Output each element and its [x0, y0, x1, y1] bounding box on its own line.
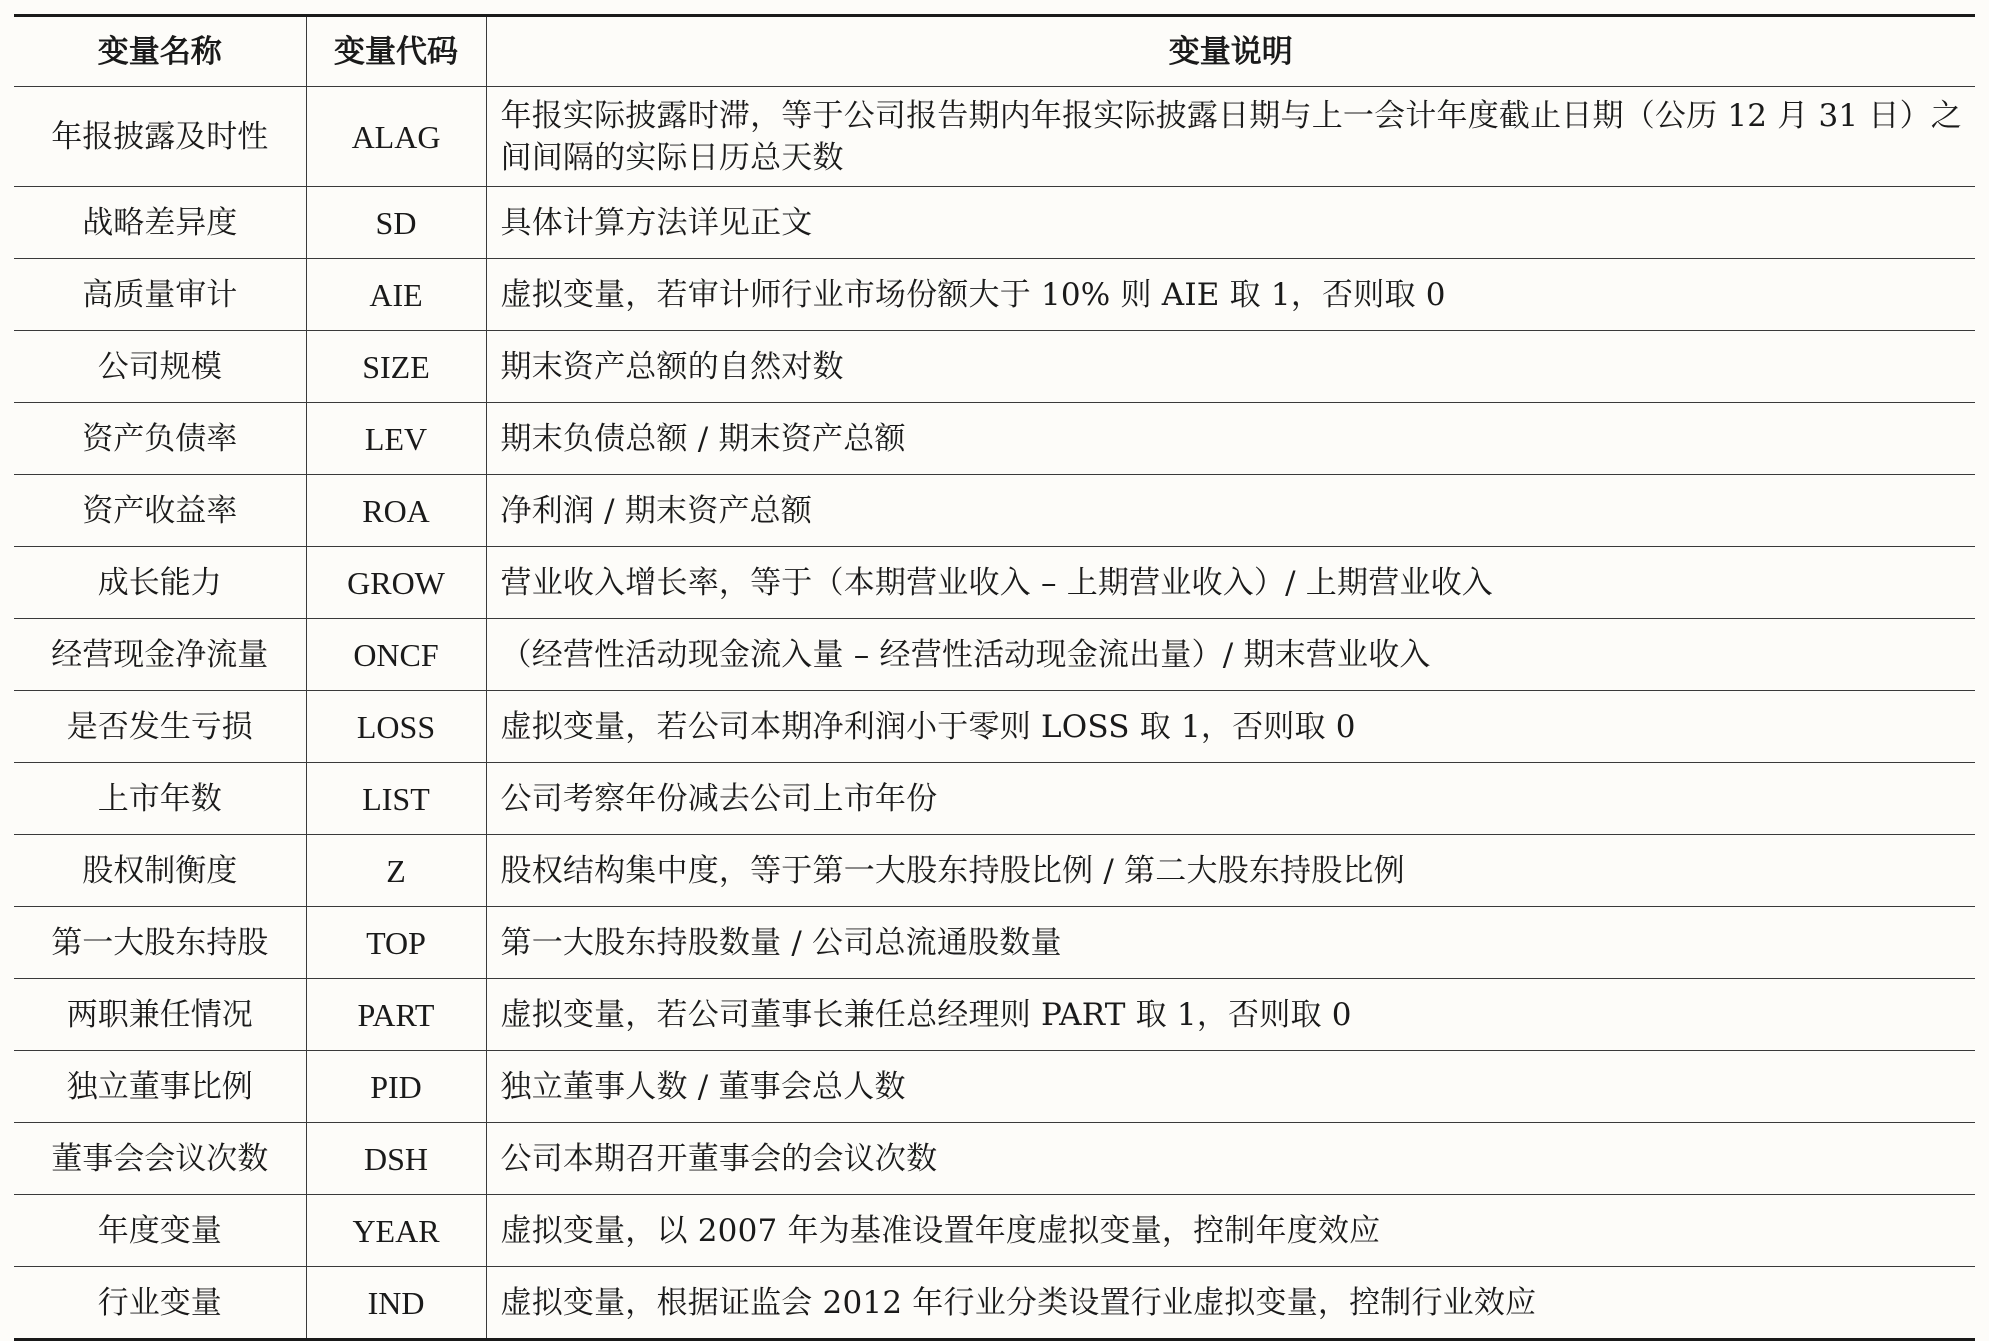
variable-code-cell: YEAR	[306, 1195, 486, 1267]
variable-name-cell: 两职兼任情况	[14, 979, 306, 1051]
header-variable-description: 变量说明	[486, 16, 1975, 87]
table-row	[14, 403, 1975, 475]
variable-description-cell: 期末资产总额的自然对数	[486, 331, 1975, 403]
variable-definition-table-container	[14, 14, 1975, 1341]
table-row	[14, 835, 1975, 907]
variable-code-cell: IND	[306, 1267, 486, 1340]
variable-definition-table	[14, 14, 1975, 1341]
table-row	[14, 979, 1975, 1051]
variable-code-cell: LIST	[306, 763, 486, 835]
variable-code-cell: ALAG	[306, 87, 486, 187]
variable-name-cell: 行业变量	[14, 1267, 306, 1340]
table-row	[14, 87, 1975, 187]
variable-name-cell: 年度变量	[14, 1195, 306, 1267]
table-row	[14, 187, 1975, 259]
variable-description-cell: 具体计算方法详见正文	[486, 187, 1975, 259]
variable-name-cell: 战略差异度	[14, 187, 306, 259]
variable-code-cell: ROA	[306, 475, 486, 547]
variable-code-cell: LOSS	[306, 691, 486, 763]
variable-description-cell: 公司本期召开董事会的会议次数	[486, 1123, 1975, 1195]
table-row	[14, 1267, 1975, 1340]
table-row	[14, 331, 1975, 403]
variable-name-cell: 股权制衡度	[14, 835, 306, 907]
variable-name-cell: 资产负债率	[14, 403, 306, 475]
variable-code-cell: PID	[306, 1051, 486, 1123]
table-row	[14, 763, 1975, 835]
table-row	[14, 1195, 1975, 1267]
variable-name-cell: 资产收益率	[14, 475, 306, 547]
variable-name-cell: 是否发生亏损	[14, 691, 306, 763]
table-row	[14, 907, 1975, 979]
variable-code-cell: LEV	[306, 403, 486, 475]
variable-code-cell: SIZE	[306, 331, 486, 403]
table-row	[14, 1123, 1975, 1195]
variable-description-cell: 虚拟变量，根据证监会 2012 年行业分类设置行业虚拟变量，控制行业效应	[486, 1267, 1975, 1340]
variable-description-cell: 虚拟变量，以 2007 年为基准设置年度虚拟变量，控制年度效应	[486, 1195, 1975, 1267]
header-variable-code: 变量代码	[306, 16, 486, 87]
variable-code-cell: TOP	[306, 907, 486, 979]
table-header-row	[14, 16, 1975, 87]
variable-code-cell: GROW	[306, 547, 486, 619]
variable-description-cell: 股权结构集中度，等于第一大股东持股比例 / 第二大股东持股比例	[486, 835, 1975, 907]
variable-description-cell: （经营性活动现金流入量 – 经营性活动现金流出量）/ 期末营业收入	[486, 619, 1975, 691]
variable-name-cell: 年报披露及时性	[14, 87, 306, 187]
variable-code-cell: PART	[306, 979, 486, 1051]
variable-description-cell: 第一大股东持股数量 / 公司总流通股数量	[486, 907, 1975, 979]
table-row	[14, 475, 1975, 547]
variable-description-cell: 虚拟变量，若公司本期净利润小于零则 LOSS 取 1，否则取 0	[486, 691, 1975, 763]
variable-code-cell: SD	[306, 187, 486, 259]
variable-description-cell: 虚拟变量，若审计师行业市场份额大于 10% 则 AIE 取 1，否则取 0	[486, 259, 1975, 331]
variable-description-cell: 年报实际披露时滞，等于公司报告期内年报实际披露日期与上一会计年度截止日期（公历 12 月 31 日）之间间隔的实际日历总天数	[486, 87, 1975, 187]
variable-code-cell: DSH	[306, 1123, 486, 1195]
variable-description-cell: 净利润 / 期末资产总额	[486, 475, 1975, 547]
variable-name-cell: 公司规模	[14, 331, 306, 403]
table-row	[14, 259, 1975, 331]
variable-description-cell: 公司考察年份减去公司上市年份	[486, 763, 1975, 835]
variable-name-cell: 董事会会议次数	[14, 1123, 306, 1195]
variable-name-cell: 第一大股东持股	[14, 907, 306, 979]
header-variable-name: 变量名称	[14, 16, 306, 87]
variable-name-cell: 经营现金净流量	[14, 619, 306, 691]
table-row	[14, 619, 1975, 691]
variable-name-cell: 成长能力	[14, 547, 306, 619]
table-row	[14, 691, 1975, 763]
variable-code-cell: AIE	[306, 259, 486, 331]
table-row	[14, 1051, 1975, 1123]
variable-name-cell: 高质量审计	[14, 259, 306, 331]
variable-description-cell: 独立董事人数 / 董事会总人数	[486, 1051, 1975, 1123]
variable-description-cell: 虚拟变量，若公司董事长兼任总经理则 PART 取 1，否则取 0	[486, 979, 1975, 1051]
table-row	[14, 547, 1975, 619]
variable-name-cell: 独立董事比例	[14, 1051, 306, 1123]
variable-description-cell: 营业收入增长率，等于（本期营业收入 – 上期营业收入）/ 上期营业收入	[486, 547, 1975, 619]
variable-description-cell: 期末负债总额 / 期末资产总额	[486, 403, 1975, 475]
variable-name-cell: 上市年数	[14, 763, 306, 835]
variable-code-cell: Z	[306, 835, 486, 907]
variable-code-cell: ONCF	[306, 619, 486, 691]
